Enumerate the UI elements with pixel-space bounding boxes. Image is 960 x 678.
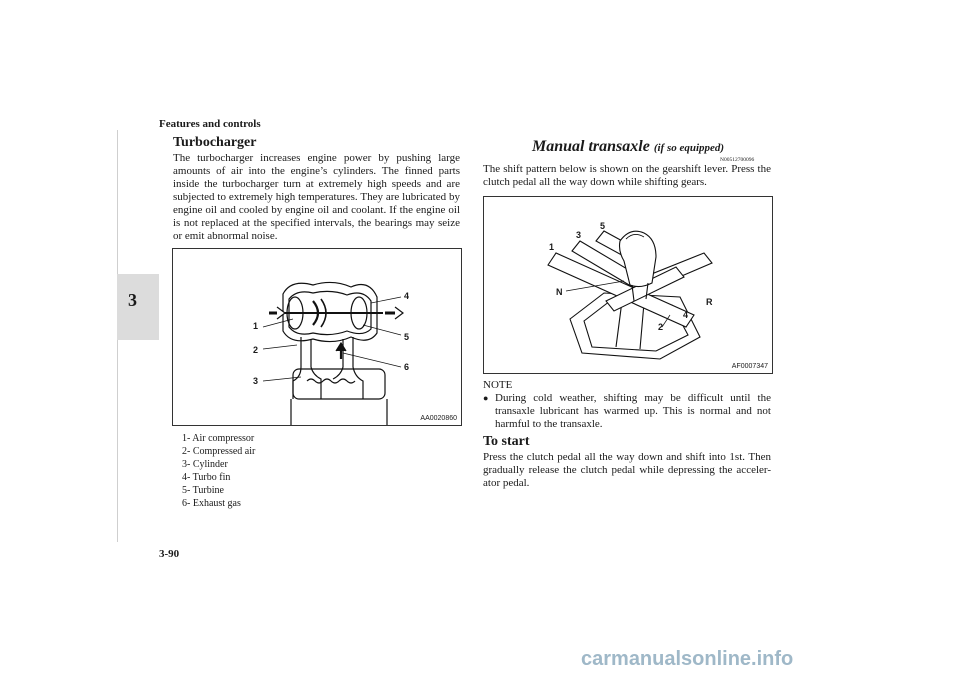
gear-4-label: 4: [683, 310, 689, 320]
turbocharger-paragraph: The turbocharger increases engine power by pushing large amounts of air into the engine’s cylinders. The finned parts inside the turbocharger turn at extremely high speeds and are subjected to extremely high temperatures. They are lubricated by engine oil and cooled by engine oil and coolant. If the engine oil is not replaced at the specified intervals, the bearings may seize or emit abnormal noise.: [173, 152, 460, 242]
shift-pattern-figure: [483, 196, 773, 374]
callout-3: 3: [253, 376, 259, 386]
running-header: Features and controls: [159, 118, 261, 130]
callout-2: 2: [253, 345, 259, 355]
shift-pattern-illustration: [484, 197, 772, 373]
gear-3-label: 3: [576, 230, 582, 240]
manual-transaxle-heading: [532, 138, 724, 156]
legend-item: 3- Cylinder: [182, 459, 228, 470]
figure-code: AF0007347: [731, 363, 768, 370]
figure-code: AA0020860: [420, 415, 457, 422]
note-text: During cold weather, shifting may be difficult until the transaxle lubricant has warmed up. This is normal and not harmful to the transaxle.: [495, 392, 771, 430]
chapter-tab-number: 3: [128, 290, 137, 310]
legend-item: 5- Turbine: [182, 485, 224, 496]
turbocharger-heading: Turbocharger: [173, 135, 257, 150]
reference-code: N00512700096: [720, 157, 755, 163]
turbocharger-legend: [182, 432, 255, 510]
gear-2-label: 2: [658, 322, 664, 332]
turbocharger-figure: [172, 248, 462, 426]
to-start-heading: To start: [483, 434, 530, 449]
callout-6: 6: [404, 362, 410, 372]
reverse-label: R: [706, 297, 713, 307]
gear-5-label: 5: [600, 221, 606, 231]
chapter-tab: [117, 274, 159, 340]
bullet-icon: ●: [483, 393, 489, 403]
manual-transaxle-suffix: (if so equipped): [653, 142, 725, 154]
manual-transaxle-paragraph: The shift pattern below is shown on the gearshift lever. Press the clutch pedal all the way down while shifting gears.: [483, 163, 771, 188]
legend-item: 1- Air compressor: [182, 433, 255, 444]
manual-transaxle-title: Manual transaxle: [532, 138, 650, 155]
callout-4: 4: [404, 291, 410, 301]
note-item: [483, 392, 771, 431]
legend-item: 6- Exhaust gas: [182, 498, 241, 509]
note-label: NOTE: [483, 379, 513, 391]
callout-1: 1: [253, 321, 259, 331]
callout-5: 5: [404, 332, 410, 342]
to-start-paragraph: Press the clutch pedal all the way down and shift into 1st. Then gradually release the clutch pedal while depressing the acceler-ator pedal.: [483, 451, 771, 489]
neutral-label: N: [556, 287, 563, 297]
legend-item: 2- Compressed air: [182, 446, 256, 457]
legend-item: 4- Turbo fin: [182, 472, 231, 483]
gear-1-label: 1: [549, 242, 555, 252]
turbocharger-illustration: [173, 249, 461, 425]
watermark: carmanualsonline.info: [581, 648, 794, 670]
page-number: 3-90: [159, 548, 180, 560]
